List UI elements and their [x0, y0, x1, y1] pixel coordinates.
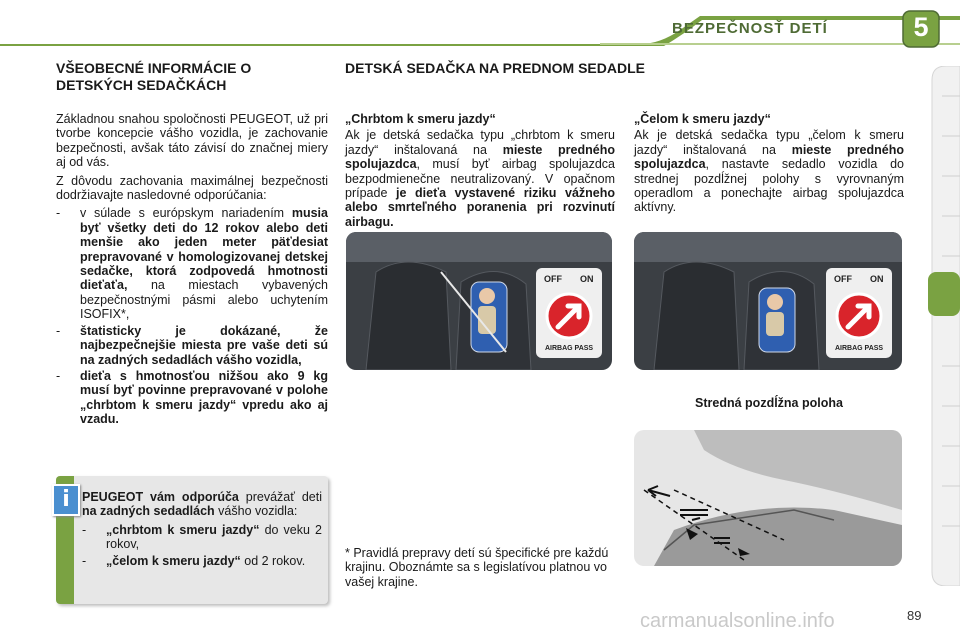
forward-facing-subheading: „Čelom k smeru jazdy“ [634, 112, 771, 126]
info-text [82, 490, 322, 570]
list-item [56, 369, 328, 427]
general-text [56, 112, 328, 429]
page-number: 89 [907, 608, 922, 623]
info-text-part: od 2 rokov. [240, 553, 306, 568]
watermark: carmanualsonline.info [640, 610, 835, 632]
list-dash: - [82, 522, 87, 537]
switch-on-label: ON [870, 274, 884, 284]
seat-position-image [634, 430, 902, 566]
rear-facing-text [345, 112, 615, 233]
item-bold: musia byť všetky deti do 12 rokov alebo deti menšie ako jeden meter päťdesiat prepravované v homologizovanej detskej sedačke, ktorá zodpovedá hmotnosti dieťaťa, [80, 206, 328, 293]
info-text-part: prevážať deti [238, 490, 322, 504]
rear-facing-seat-image [346, 232, 612, 370]
chapter-number: 5 [913, 12, 929, 42]
chapter-tabs [928, 66, 960, 586]
info-bold-part: na zadných sedadlách [82, 504, 215, 519]
switch-off-label: OFF [544, 274, 562, 284]
list-dash: - [82, 553, 87, 568]
bold-part: mieste predného spolujazdca [345, 142, 615, 172]
list-item [56, 206, 328, 321]
airbag-pass-label: AIRBAG PASS [835, 345, 884, 352]
seat-position-caption: Stredná pozdĺžna poloha [695, 396, 843, 410]
bold-part: je dieťa vystavené riziku vážneho alebo smrteľného poranenia pri rozvinutí airbagu. [345, 186, 616, 229]
footnote: * Pravidlá prepravy detí sú špecifické pre každú krajinu. Oboznámte sa s legislatívou platnou vo vašej krajine. [345, 546, 609, 589]
heading-line-1: VŠEOBECNÉ INFORMÁCIE O [56, 60, 252, 76]
rear-facing-subheading: „Chrbtom k smeru jazdy“ [345, 112, 496, 126]
info-list-item [82, 554, 322, 568]
advice-paragraph: Z dôvodu zachovania maximálnej bezpečnosti dodržiavajte nasledovné odporúčania: [56, 173, 328, 203]
info-text-part: do veku 2 rokov, [106, 522, 322, 552]
item-text: v súlade s európskym nariadením [80, 206, 292, 221]
info-icon: i [52, 484, 80, 516]
info-bold-part: „čelom k smeru jazdy“ [106, 553, 241, 568]
forward-facing-seat-image [634, 232, 902, 370]
info-bold-part: „chrbtom k smeru jazdy“ [106, 522, 260, 537]
airbag-pass-label: AIRBAG PASS [545, 345, 594, 352]
forward-facing-text [634, 112, 904, 219]
item-text: na miestach vybavených bezpečnostnými pásmi alebo uchytením ISOFIX*, [80, 278, 328, 322]
switch-on-label: ON [580, 274, 594, 284]
section-heading-general [56, 60, 251, 94]
list-item [56, 324, 328, 367]
text-part: Ak je detská sedačka typu „čelom k smeru jazdy“ inštalovaná na [634, 128, 904, 157]
info-text-part: vášho vozidla: [214, 504, 298, 519]
bold-part: mieste predného spolujazdca [634, 142, 904, 172]
text-part: , musí byť airbag spolujazdca bezpodmienečne neutralizovaný. V opačnom prípade [345, 157, 615, 201]
heading-line-2: DETSKÝCH SEDAČKÁCH [56, 77, 227, 93]
item-bold: štatisticky je dokázané, že najbezpečnejšie miesta pre vaše deti sú na zadných sedadlách vášho vozidla, [80, 323, 328, 367]
list-dash: - [56, 368, 61, 383]
chapter-title: BEZPEČNOSŤ DETÍ [672, 20, 828, 37]
item-bold: dieťa s hmotnosťou nižšou ako 9 kg musí byť povinne prepravované v polohe „chrbtom k smeru jazdy“ vpredu ako aj vzadu. [80, 368, 328, 427]
section-heading-front-seat: DETSKÁ SEDAČKA NA PREDNOM SEDADLE [345, 60, 645, 76]
intro-paragraph: Základnou snahou spoločnosti PEUGEOT, už pri tvorbe koncepcie vášho vozidla, je zachovanie bezpečnosti, avšak táto závisí do značnej miery aj od vás. [56, 112, 328, 170]
switch-off-label: OFF [834, 274, 852, 284]
info-list-item [82, 523, 322, 552]
list-dash: - [56, 323, 61, 338]
list-dash: - [56, 206, 61, 221]
text-part: , nastavte sedadlo vozidla do strednej pozdĺžnej polohy s vyrovnaným operadlom a ponechajte airbag spolujazdca aktívny. [634, 157, 904, 215]
info-lead: PEUGEOT vám odporúča [82, 490, 239, 504]
text-part: Ak je detská sedačka typu „chrbtom k smeru jazdy“ inštalovaná na [345, 128, 615, 157]
